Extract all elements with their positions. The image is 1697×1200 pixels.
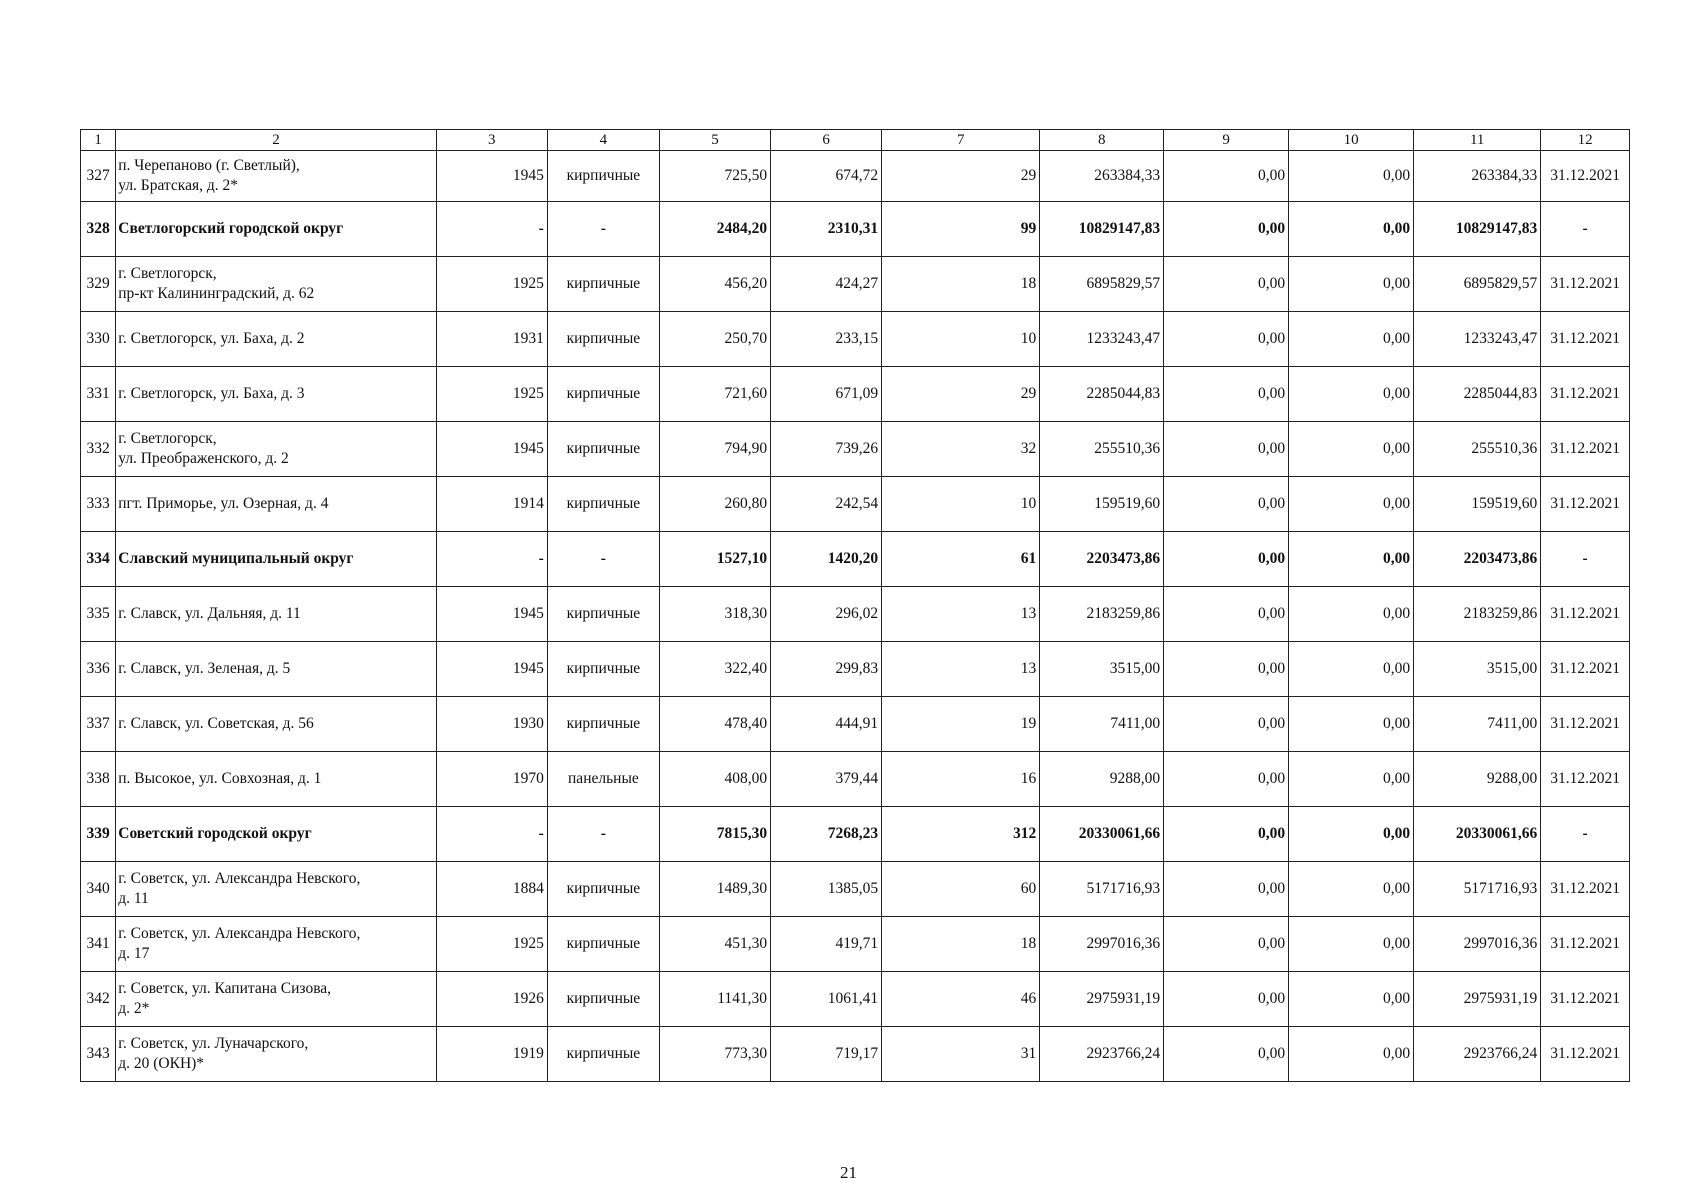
col11-value-cell: 263384,33	[1414, 151, 1541, 202]
material-cell: панельные	[547, 752, 659, 807]
col10-value-cell: 0,00	[1289, 151, 1414, 202]
col8-value-cell: 2923766,24	[1040, 1027, 1164, 1082]
row-number-cell: 327	[81, 151, 116, 202]
address-cell: г. Славск, ул. Зеленая, д. 5	[116, 642, 436, 697]
col10-value-cell: 0,00	[1289, 972, 1414, 1027]
material-cell: кирпичные	[547, 697, 659, 752]
col8-value-cell: 2975931,19	[1040, 972, 1164, 1027]
col11-value-cell: 159519,60	[1414, 477, 1541, 532]
col5-value-cell: 478,40	[659, 697, 770, 752]
col10-value-cell: 0,00	[1289, 257, 1414, 312]
table-row	[81, 972, 1630, 1027]
col8-value-cell: 10829147,83	[1040, 202, 1164, 257]
address-cell: п. Высокое, ул. Совхозная, д. 1	[116, 752, 436, 807]
date-cell: 31.12.2021	[1541, 587, 1630, 642]
date-cell: 31.12.2021	[1541, 312, 1630, 367]
header-cell-7: 7	[882, 130, 1040, 151]
year-cell: 1930	[436, 697, 547, 752]
col9-value-cell: 0,00	[1164, 587, 1289, 642]
col6-value-cell: 674,72	[771, 151, 882, 202]
col6-value-cell: 1061,41	[771, 972, 882, 1027]
col6-value-cell: 671,09	[771, 367, 882, 422]
col7-value-cell: 16	[882, 752, 1040, 807]
col5-value-cell: 2484,20	[659, 202, 770, 257]
col7-value-cell: 18	[882, 917, 1040, 972]
col11-value-cell: 7411,00	[1414, 697, 1541, 752]
date-cell: 31.12.2021	[1541, 422, 1630, 477]
material-cell: кирпичные	[547, 312, 659, 367]
col5-value-cell: 1141,30	[659, 972, 770, 1027]
col10-value-cell: 0,00	[1289, 862, 1414, 917]
col7-value-cell: 29	[882, 151, 1040, 202]
year-cell: -	[436, 807, 547, 862]
year-cell: 1925	[436, 257, 547, 312]
date-cell: 31.12.2021	[1541, 697, 1630, 752]
col6-value-cell: 379,44	[771, 752, 882, 807]
row-number-cell: 335	[81, 587, 116, 642]
table-row	[81, 587, 1630, 642]
year-cell: 1945	[436, 642, 547, 697]
col9-value-cell: 0,00	[1164, 697, 1289, 752]
col5-value-cell: 260,80	[659, 477, 770, 532]
col8-value-cell: 7411,00	[1040, 697, 1164, 752]
year-cell: 1925	[436, 917, 547, 972]
col11-value-cell: 10829147,83	[1414, 202, 1541, 257]
col7-value-cell: 18	[882, 257, 1040, 312]
date-cell: -	[1541, 807, 1630, 862]
col9-value-cell: 0,00	[1164, 972, 1289, 1027]
year-cell: 1925	[436, 367, 547, 422]
table-row	[81, 477, 1630, 532]
year-cell: 1931	[436, 312, 547, 367]
material-cell: кирпичные	[547, 257, 659, 312]
col11-value-cell: 9288,00	[1414, 752, 1541, 807]
col5-value-cell: 318,30	[659, 587, 770, 642]
header-cell-9: 9	[1164, 130, 1289, 151]
col7-value-cell: 312	[882, 807, 1040, 862]
col11-value-cell: 2183259,86	[1414, 587, 1541, 642]
col10-value-cell: 0,00	[1289, 202, 1414, 257]
col7-value-cell: 61	[882, 532, 1040, 587]
col11-value-cell: 2997016,36	[1414, 917, 1541, 972]
col8-value-cell: 5171716,93	[1040, 862, 1164, 917]
col10-value-cell: 0,00	[1289, 477, 1414, 532]
col9-value-cell: 0,00	[1164, 312, 1289, 367]
year-cell: 1884	[436, 862, 547, 917]
year-cell: -	[436, 202, 547, 257]
table-row	[81, 367, 1630, 422]
col10-value-cell: 0,00	[1289, 532, 1414, 587]
col11-value-cell: 3515,00	[1414, 642, 1541, 697]
header-cell-12: 12	[1541, 130, 1630, 151]
col5-value-cell: 1527,10	[659, 532, 770, 587]
col5-value-cell: 408,00	[659, 752, 770, 807]
col11-value-cell: 1233243,47	[1414, 312, 1541, 367]
col8-value-cell: 263384,33	[1040, 151, 1164, 202]
address-cell: г. Славск, ул. Дальняя, д. 11	[116, 587, 436, 642]
material-cell: кирпичные	[547, 1027, 659, 1082]
row-number-cell: 341	[81, 917, 116, 972]
row-number-cell: 340	[81, 862, 116, 917]
date-cell: 31.12.2021	[1541, 917, 1630, 972]
address-cell: г. Советск, ул. Александра Невского, д. 17	[116, 917, 436, 972]
material-cell: кирпичные	[547, 917, 659, 972]
data-table	[80, 129, 1630, 1082]
col5-value-cell: 773,30	[659, 1027, 770, 1082]
col9-value-cell: 0,00	[1164, 532, 1289, 587]
col7-value-cell: 19	[882, 697, 1040, 752]
col9-value-cell: 0,00	[1164, 257, 1289, 312]
table-row	[81, 642, 1630, 697]
row-number-cell: 343	[81, 1027, 116, 1082]
col6-value-cell: 419,71	[771, 917, 882, 972]
address-cell: г. Советск, ул. Капитана Сизова, д. 2*	[116, 972, 436, 1027]
address-cell: г. Советск, ул. Александра Невского, д. 11	[116, 862, 436, 917]
col5-value-cell: 250,70	[659, 312, 770, 367]
row-number-cell: 328	[81, 202, 116, 257]
subtotal-row	[81, 202, 1630, 257]
row-number-cell: 336	[81, 642, 116, 697]
col11-value-cell: 20330061,66	[1414, 807, 1541, 862]
col6-value-cell: 1385,05	[771, 862, 882, 917]
col9-value-cell: 0,00	[1164, 367, 1289, 422]
col10-value-cell: 0,00	[1289, 642, 1414, 697]
col8-value-cell: 3515,00	[1040, 642, 1164, 697]
col8-value-cell: 2997016,36	[1040, 917, 1164, 972]
address-cell: п. Черепаново (г. Светлый), ул. Братская, д. 2*	[116, 151, 436, 202]
table-row	[81, 312, 1630, 367]
col10-value-cell: 0,00	[1289, 1027, 1414, 1082]
col11-value-cell: 255510,36	[1414, 422, 1541, 477]
col6-value-cell: 1420,20	[771, 532, 882, 587]
col8-value-cell: 2285044,83	[1040, 367, 1164, 422]
table-row	[81, 1027, 1630, 1082]
col8-value-cell: 9288,00	[1040, 752, 1164, 807]
material-cell: кирпичные	[547, 587, 659, 642]
col6-value-cell: 444,91	[771, 697, 882, 752]
col11-value-cell: 2203473,86	[1414, 532, 1541, 587]
col11-value-cell: 5171716,93	[1414, 862, 1541, 917]
col6-value-cell: 233,15	[771, 312, 882, 367]
address-cell: пгт. Приморье, ул. Озерная, д. 4	[116, 477, 436, 532]
address-cell: Советский городской округ	[116, 807, 436, 862]
subtotal-row	[81, 532, 1630, 587]
address-cell: г. Светлогорск, ул. Баха, д. 2	[116, 312, 436, 367]
year-cell: 1914	[436, 477, 547, 532]
material-cell: кирпичные	[547, 151, 659, 202]
year-cell: 1945	[436, 422, 547, 477]
col11-value-cell: 6895829,57	[1414, 257, 1541, 312]
col6-value-cell: 242,54	[771, 477, 882, 532]
header-cell-2: 2	[116, 130, 436, 151]
address-cell: Славский муниципальный округ	[116, 532, 436, 587]
table-row	[81, 697, 1630, 752]
col5-value-cell: 451,30	[659, 917, 770, 972]
col8-value-cell: 255510,36	[1040, 422, 1164, 477]
year-cell: 1945	[436, 587, 547, 642]
col9-value-cell: 0,00	[1164, 642, 1289, 697]
col8-value-cell: 6895829,57	[1040, 257, 1164, 312]
row-number-cell: 342	[81, 972, 116, 1027]
year-cell: 1970	[436, 752, 547, 807]
date-cell: 31.12.2021	[1541, 367, 1630, 422]
address-cell: г. Советск, ул. Луначарского, д. 20 (ОКН)*	[116, 1027, 436, 1082]
table-body	[81, 130, 1630, 1082]
col6-value-cell: 719,17	[771, 1027, 882, 1082]
material-cell: кирпичные	[547, 972, 659, 1027]
header-cell-5: 5	[659, 130, 770, 151]
col10-value-cell: 0,00	[1289, 312, 1414, 367]
year-cell: 1926	[436, 972, 547, 1027]
row-number-cell: 338	[81, 752, 116, 807]
col7-value-cell: 10	[882, 477, 1040, 532]
col9-value-cell: 0,00	[1164, 1027, 1289, 1082]
col5-value-cell: 322,40	[659, 642, 770, 697]
col10-value-cell: 0,00	[1289, 587, 1414, 642]
date-cell: 31.12.2021	[1541, 752, 1630, 807]
col10-value-cell: 0,00	[1289, 422, 1414, 477]
col9-value-cell: 0,00	[1164, 807, 1289, 862]
col6-value-cell: 2310,31	[771, 202, 882, 257]
col7-value-cell: 10	[882, 312, 1040, 367]
col7-value-cell: 31	[882, 1027, 1040, 1082]
col9-value-cell: 0,00	[1164, 917, 1289, 972]
col10-value-cell: 0,00	[1289, 807, 1414, 862]
row-number-cell: 337	[81, 697, 116, 752]
address-cell: Светлогорский городской округ	[116, 202, 436, 257]
date-cell: 31.12.2021	[1541, 477, 1630, 532]
year-cell: 1919	[436, 1027, 547, 1082]
header-cell-8: 8	[1040, 130, 1164, 151]
header-cell-1: 1	[81, 130, 116, 151]
material-cell: -	[547, 532, 659, 587]
col6-value-cell: 424,27	[771, 257, 882, 312]
header-row	[81, 130, 1630, 151]
col11-value-cell: 2975931,19	[1414, 972, 1541, 1027]
header-cell-11: 11	[1414, 130, 1541, 151]
col10-value-cell: 0,00	[1289, 697, 1414, 752]
material-cell: кирпичные	[547, 477, 659, 532]
date-cell: 31.12.2021	[1541, 1027, 1630, 1082]
col9-value-cell: 0,00	[1164, 422, 1289, 477]
date-cell: 31.12.2021	[1541, 862, 1630, 917]
col8-value-cell: 20330061,66	[1040, 807, 1164, 862]
col7-value-cell: 13	[882, 642, 1040, 697]
col5-value-cell: 725,50	[659, 151, 770, 202]
date-cell: 31.12.2021	[1541, 972, 1630, 1027]
subtotal-row	[81, 807, 1630, 862]
row-number-cell: 334	[81, 532, 116, 587]
col9-value-cell: 0,00	[1164, 862, 1289, 917]
material-cell: кирпичные	[547, 422, 659, 477]
material-cell: кирпичные	[547, 642, 659, 697]
date-cell: 31.12.2021	[1541, 151, 1630, 202]
date-cell: -	[1541, 202, 1630, 257]
row-number-cell: 331	[81, 367, 116, 422]
col6-value-cell: 296,02	[771, 587, 882, 642]
table-row	[81, 752, 1630, 807]
col5-value-cell: 721,60	[659, 367, 770, 422]
header-cell-6: 6	[771, 130, 882, 151]
row-number-cell: 329	[81, 257, 116, 312]
header-cell-10: 10	[1289, 130, 1414, 151]
col8-value-cell: 2203473,86	[1040, 532, 1164, 587]
row-number-cell: 333	[81, 477, 116, 532]
address-cell: г. Славск, ул. Советская, д. 56	[116, 697, 436, 752]
col7-value-cell: 46	[882, 972, 1040, 1027]
table-row	[81, 862, 1630, 917]
col10-value-cell: 0,00	[1289, 752, 1414, 807]
col7-value-cell: 99	[882, 202, 1040, 257]
col7-value-cell: 29	[882, 367, 1040, 422]
col5-value-cell: 456,20	[659, 257, 770, 312]
row-number-cell: 330	[81, 312, 116, 367]
date-cell: -	[1541, 532, 1630, 587]
year-cell: -	[436, 532, 547, 587]
col6-value-cell: 739,26	[771, 422, 882, 477]
col7-value-cell: 60	[882, 862, 1040, 917]
header-cell-3: 3	[436, 130, 547, 151]
table-row	[81, 917, 1630, 972]
col5-value-cell: 794,90	[659, 422, 770, 477]
address-cell: г. Светлогорск, ул. Баха, д. 3	[116, 367, 436, 422]
col7-value-cell: 13	[882, 587, 1040, 642]
row-number-cell: 339	[81, 807, 116, 862]
col8-value-cell: 159519,60	[1040, 477, 1164, 532]
material-cell: кирпичные	[547, 862, 659, 917]
year-cell: 1945	[436, 151, 547, 202]
material-cell: кирпичные	[547, 367, 659, 422]
table-row	[81, 422, 1630, 477]
material-cell: -	[547, 807, 659, 862]
date-cell: 31.12.2021	[1541, 257, 1630, 312]
col9-value-cell: 0,00	[1164, 151, 1289, 202]
col9-value-cell: 0,00	[1164, 202, 1289, 257]
header-cell-4: 4	[547, 130, 659, 151]
date-cell: 31.12.2021	[1541, 642, 1630, 697]
col7-value-cell: 32	[882, 422, 1040, 477]
table-row	[81, 151, 1630, 202]
col6-value-cell: 299,83	[771, 642, 882, 697]
material-cell: -	[547, 202, 659, 257]
col11-value-cell: 2285044,83	[1414, 367, 1541, 422]
col9-value-cell: 0,00	[1164, 752, 1289, 807]
col9-value-cell: 0,00	[1164, 477, 1289, 532]
col5-value-cell: 1489,30	[659, 862, 770, 917]
row-number-cell: 332	[81, 422, 116, 477]
table-row	[81, 257, 1630, 312]
page-number: 21	[840, 1163, 857, 1182]
col11-value-cell: 2923766,24	[1414, 1027, 1541, 1082]
col10-value-cell: 0,00	[1289, 917, 1414, 972]
col6-value-cell: 7268,23	[771, 807, 882, 862]
address-cell: г. Светлогорск, ул. Преображенского, д. 2	[116, 422, 436, 477]
col8-value-cell: 2183259,86	[1040, 587, 1164, 642]
col5-value-cell: 7815,30	[659, 807, 770, 862]
col10-value-cell: 0,00	[1289, 367, 1414, 422]
address-cell: г. Светлогорск, пр-кт Калининградский, д. 62	[116, 257, 436, 312]
col8-value-cell: 1233243,47	[1040, 312, 1164, 367]
